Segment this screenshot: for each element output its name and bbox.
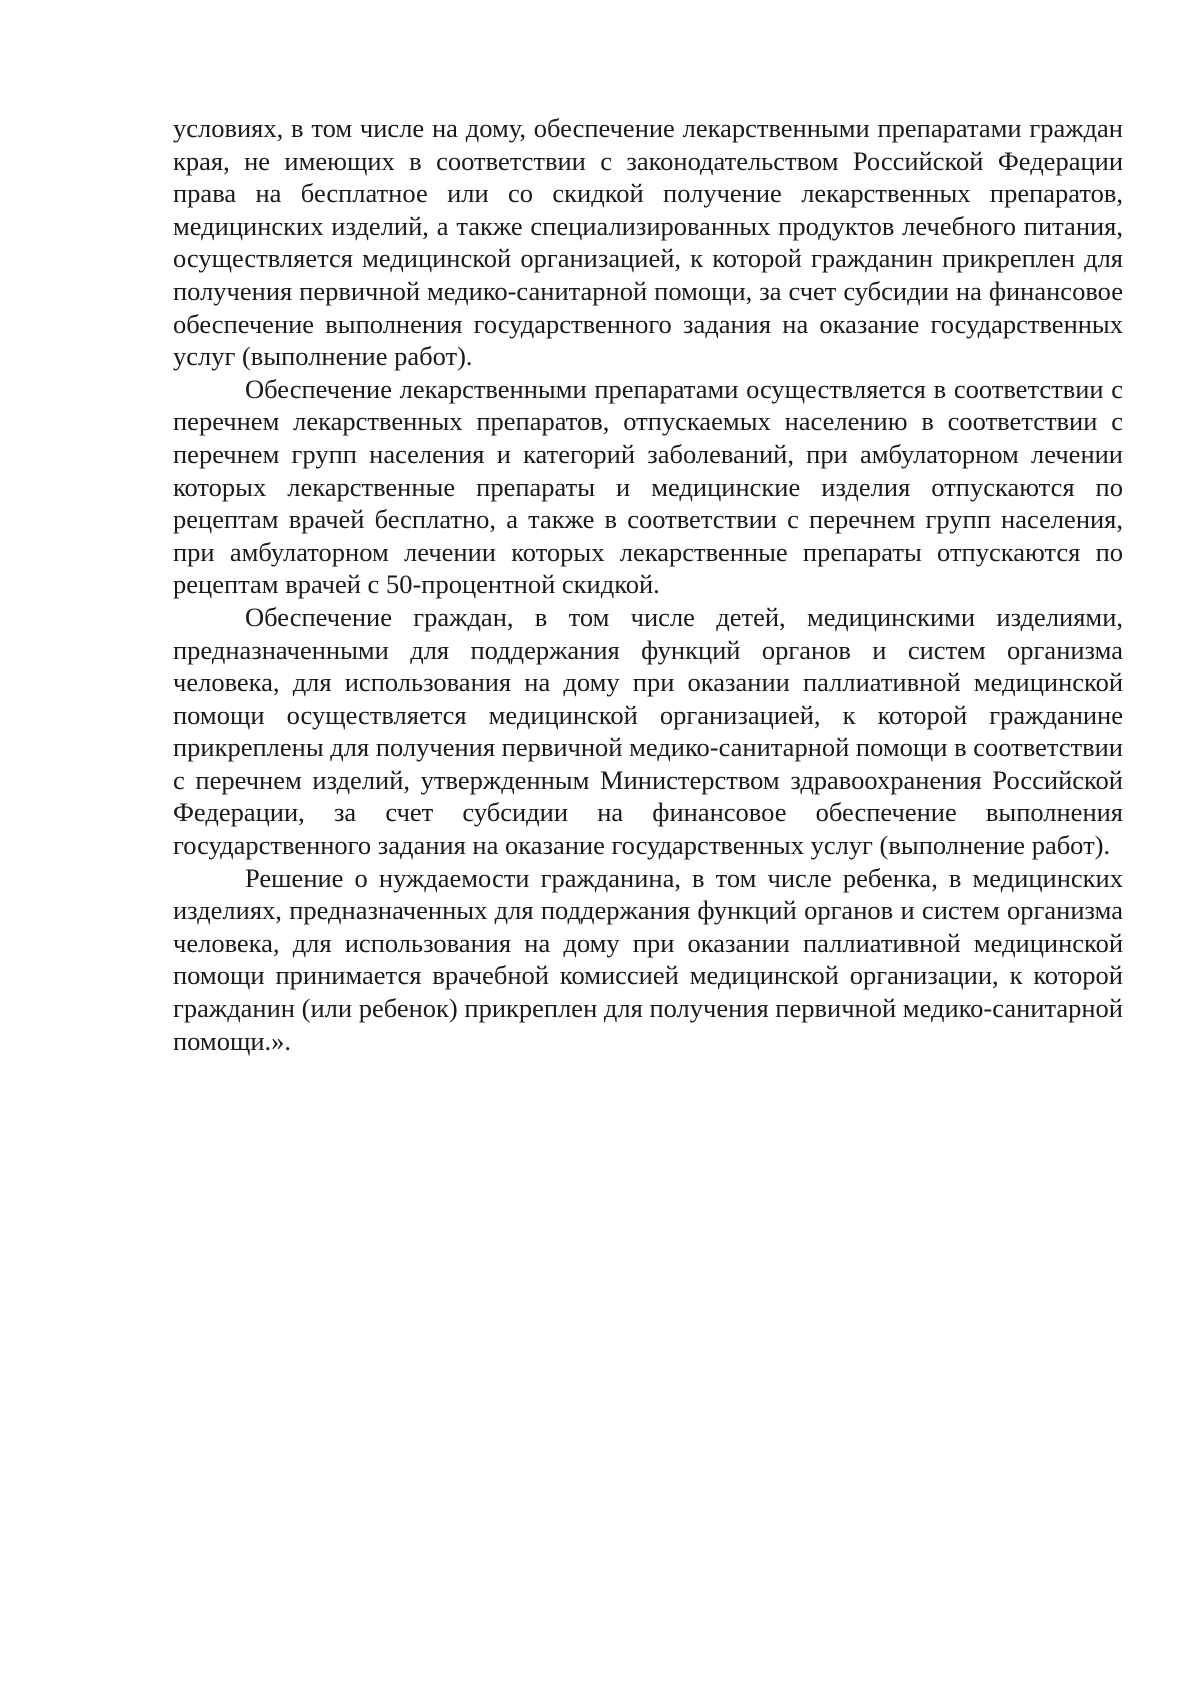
paragraph-medication-provision: Обеспечение лекарственными препаратами осуществляется в соответствии с перечнем лекарственных препаратов, отпускаемых населению в соответствии с перечнем групп населения и категорий заболеваний, при амбулаторном лечении которых лекарственные препараты и медицинские изделия отпускаются по рецептам врачей бесплатно, а также в соответствии с перечнем групп населения, при амбулаторном лечении которых лекарственные препараты отпускаются по рецептам врачей с 50-процентной скидкой. <box>173 373 1123 600</box>
paragraph-commission-decision: Решение о нуждаемости гражданина, в том числе ребенка, в медицинских изделиях, предназначенных для поддержания функций органов и систем организма человека, для использования на дому при оказании паллиативной медицинской помощи принимается врачебной комиссией медицинской организации, к которой гражданин (или ребенок) прикреплен для получения первичной медико-санитарной помощи.». <box>173 862 1123 1056</box>
paragraph-medical-devices: Обеспечение граждан, в том числе детей, медицинскими изделиями, предназначенными для поддержания функций органов и систем организма человека, для использования на дому при оказании паллиативной медицинской помощи осуществляется медицинской организацией, к которой гражданине прикреплены для получения первичной медико-санитарной помощи в соответствии с перечнем изделий, утвержденным Министерством здравоохранения Российской Федерации, за счет субсидии на финансовое обеспечение выполнения государственного задания на оказание государственных услуг (выполнение работ). <box>173 601 1123 861</box>
paragraph-continuation: условиях, в том числе на дому, обеспечение лекарственными препаратами граждан края, не имеющих в соответствии с законодательством Российской Федерации права на бесплатное или со скидкой получение лекарственных препаратов, медицинских изделий, а также специализированных продуктов лечебного питания, осуществляется медицинской организацией, к которой гражданин прикреплен для получения первичной медико-санитарной помощи, за счет субсидии на финансовое обеспечение выполнения государственного задания на оказание государственных услуг (выполнение работ). <box>173 113 1123 372</box>
document-body <box>173 112 1123 1057</box>
